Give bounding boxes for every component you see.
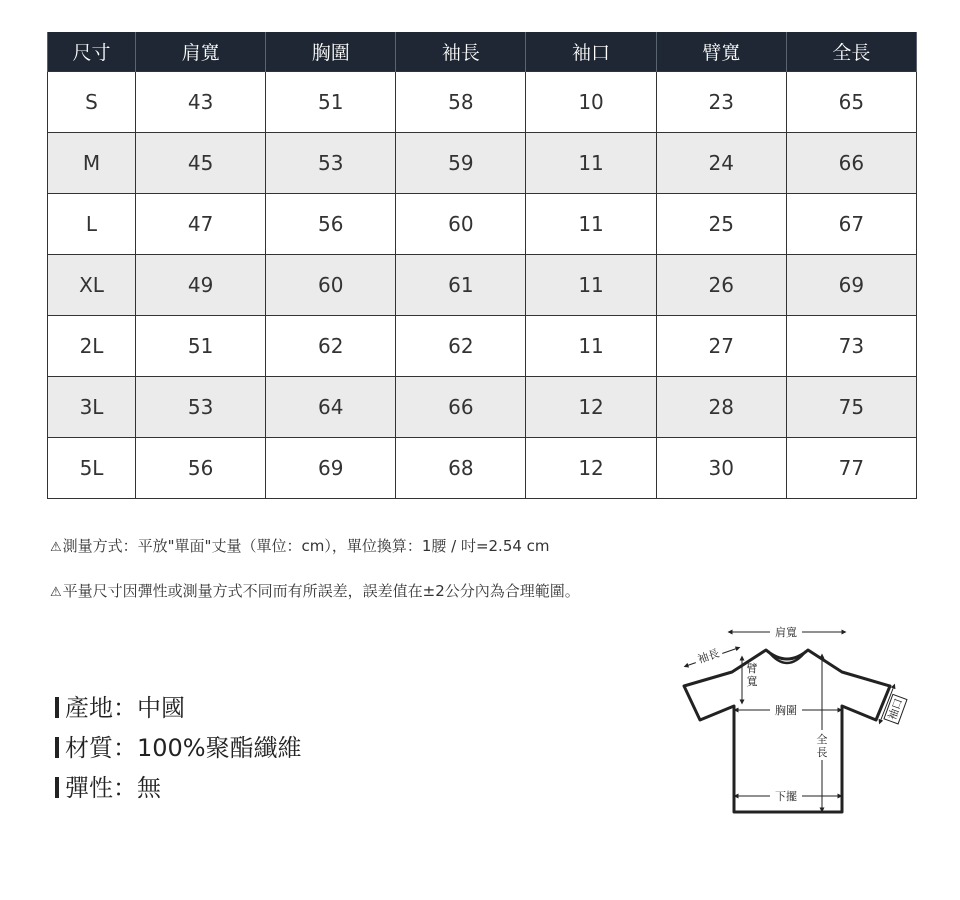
table-cell: 66 bbox=[786, 133, 916, 194]
elasticity-info bbox=[55, 768, 161, 808]
table-cell: 49 bbox=[136, 255, 266, 316]
table-cell: 77 bbox=[786, 438, 916, 499]
table-row bbox=[48, 316, 917, 377]
table-cell: 11 bbox=[526, 133, 656, 194]
warning-icon: ⚠ bbox=[50, 585, 62, 600]
table-cell: 64 bbox=[266, 377, 396, 438]
table-header-cell: 肩寬 bbox=[136, 32, 266, 72]
table-cell: 62 bbox=[396, 316, 526, 377]
table-cell: 30 bbox=[656, 438, 786, 499]
arm-width-label-2: 寬 bbox=[746, 675, 758, 688]
measurement-note bbox=[50, 535, 550, 556]
table-row bbox=[48, 194, 917, 255]
table-cell: 12 bbox=[526, 438, 656, 499]
table-cell: 75 bbox=[786, 377, 916, 438]
bullet-bar bbox=[55, 777, 59, 798]
table-cell: 53 bbox=[266, 133, 396, 194]
table-header-cell: 袖長 bbox=[396, 32, 526, 72]
table-header-row bbox=[48, 32, 917, 72]
elasticity-text: 彈性：無 bbox=[65, 774, 161, 802]
table-cell: 60 bbox=[266, 255, 396, 316]
table-cell: 53 bbox=[136, 377, 266, 438]
table-cell: 69 bbox=[266, 438, 396, 499]
table-header-cell: 尺寸 bbox=[48, 32, 136, 72]
origin-info bbox=[55, 688, 185, 728]
bullet-bar bbox=[55, 697, 59, 718]
table-cell: 65 bbox=[786, 72, 916, 133]
table-cell: 28 bbox=[656, 377, 786, 438]
table-cell: 24 bbox=[656, 133, 786, 194]
length-label-2: 長 bbox=[816, 746, 828, 759]
table-cell: XL bbox=[48, 255, 136, 316]
table-cell: 12 bbox=[526, 377, 656, 438]
bullet-bar bbox=[55, 737, 59, 758]
table-cell: 59 bbox=[396, 133, 526, 194]
table-cell: 23 bbox=[656, 72, 786, 133]
table-cell: 67 bbox=[786, 194, 916, 255]
table-cell: 47 bbox=[136, 194, 266, 255]
tolerance-note-text: 平量尺寸因彈性或測量方式不同而有所誤差，誤差值在±2公分內為合理範圍。 bbox=[62, 582, 580, 600]
table-cell: 10 bbox=[526, 72, 656, 133]
table-cell: 66 bbox=[396, 377, 526, 438]
length-label-1: 全 bbox=[816, 733, 828, 746]
table-header-cell: 胸圍 bbox=[266, 32, 396, 72]
table-cell: 69 bbox=[786, 255, 916, 316]
measurement-note-text: 測量方式：平放"單面"丈量（單位：cm），單位換算：1腰 / 吋=2.54 cm bbox=[62, 537, 550, 555]
table-cell: 61 bbox=[396, 255, 526, 316]
table-row bbox=[48, 133, 917, 194]
hem-label: 下擺 bbox=[775, 790, 797, 803]
table-cell: 51 bbox=[266, 72, 396, 133]
shoulder-label: 肩寬 bbox=[775, 626, 797, 639]
table-cell: L bbox=[48, 194, 136, 255]
table-header-cell: 全長 bbox=[786, 32, 916, 72]
material-info bbox=[55, 728, 302, 768]
table-cell: 45 bbox=[136, 133, 266, 194]
table-cell: 27 bbox=[656, 316, 786, 377]
tolerance-note bbox=[50, 580, 580, 601]
arm-width-label-1: 臂 bbox=[746, 662, 758, 675]
table-cell: 11 bbox=[526, 316, 656, 377]
table-cell: 62 bbox=[266, 316, 396, 377]
warning-icon: ⚠ bbox=[50, 540, 62, 555]
table-cell: 2L bbox=[48, 316, 136, 377]
table-cell: 68 bbox=[396, 438, 526, 499]
tshirt-outline bbox=[684, 650, 890, 812]
tshirt-measurement-diagram bbox=[676, 620, 920, 820]
table-cell: 51 bbox=[136, 316, 266, 377]
table-cell: S bbox=[48, 72, 136, 133]
table-row bbox=[48, 255, 917, 316]
table-cell: 5L bbox=[48, 438, 136, 499]
table-cell: 56 bbox=[136, 438, 266, 499]
table-row bbox=[48, 438, 917, 499]
table-cell: 11 bbox=[526, 194, 656, 255]
table-cell: 25 bbox=[656, 194, 786, 255]
chest-label: 胸圍 bbox=[775, 704, 797, 717]
table-cell: 58 bbox=[396, 72, 526, 133]
table-cell: 26 bbox=[656, 255, 786, 316]
sleeve-length-label: 袖長 bbox=[695, 646, 722, 667]
table-row bbox=[48, 377, 917, 438]
table-cell: M bbox=[48, 133, 136, 194]
table-header-cell: 袖口 bbox=[526, 32, 656, 72]
table-cell: 11 bbox=[526, 255, 656, 316]
table-row bbox=[48, 72, 917, 133]
table-header-cell: 臂寬 bbox=[656, 32, 786, 72]
table-cell: 43 bbox=[136, 72, 266, 133]
origin-text: 產地：中國 bbox=[65, 694, 185, 722]
table-cell: 56 bbox=[266, 194, 396, 255]
material-text: 材質：100%聚酯纖維 bbox=[65, 734, 302, 762]
size-table bbox=[47, 32, 917, 499]
table-cell: 60 bbox=[396, 194, 526, 255]
table-cell: 73 bbox=[786, 316, 916, 377]
table-cell: 3L bbox=[48, 377, 136, 438]
cuff-label: 袖口 bbox=[885, 696, 906, 722]
